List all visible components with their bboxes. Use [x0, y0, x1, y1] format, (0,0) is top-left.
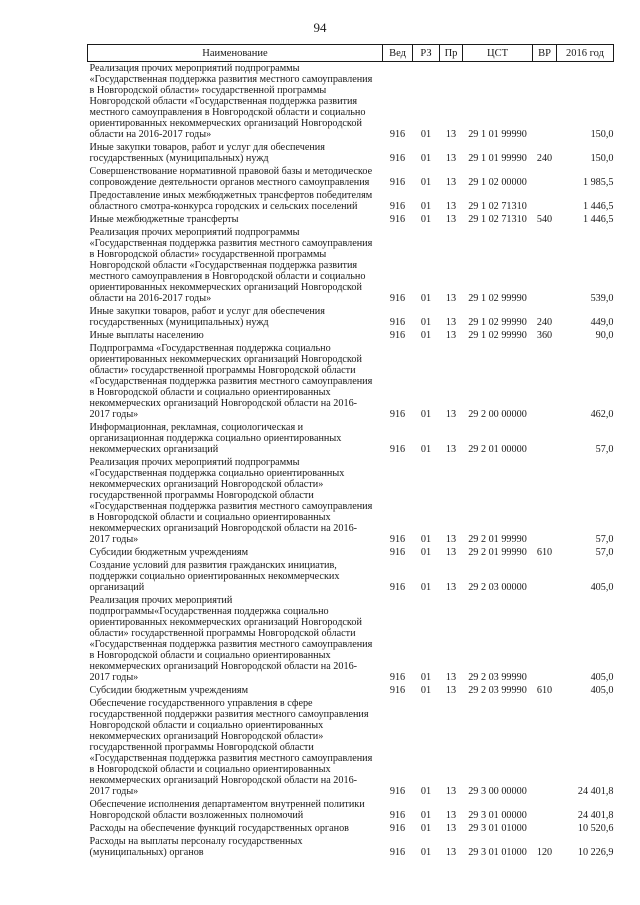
row-sum: 150,0 [590, 129, 614, 140]
row-vr [533, 62, 557, 142]
row-vr: 360 [536, 330, 553, 341]
budget-table [87, 44, 614, 859]
row-vr: 540 [536, 214, 553, 225]
row-pr: 13 [445, 330, 457, 341]
row-cst: 29 2 00 00000 [468, 409, 527, 420]
row-cst: 29 2 01 99990 [468, 534, 527, 545]
row-cst: 29 1 01 99990 [468, 153, 527, 164]
row-cst: 29 1 02 99990 [468, 317, 527, 328]
row-cst: 29 2 01 00000 [468, 444, 527, 455]
row-ved: 916 [389, 317, 406, 328]
row-name: Иные межбюджетные трансферты [89, 214, 239, 225]
row-ved: 916 [389, 293, 406, 304]
row-cst: 29 2 03 00000 [468, 582, 527, 593]
row-pr: 13 [445, 672, 457, 683]
row-rz: 01 [420, 177, 432, 188]
row-rz: 01 [420, 129, 432, 140]
row-rz: 01 [420, 153, 432, 164]
row-vr [533, 342, 557, 421]
row-ved: 916 [389, 330, 406, 341]
row-cst: 29 1 02 99990 [468, 330, 527, 341]
row-pr: 13 [445, 444, 457, 455]
row-name: Субсидии бюджетным учреждениям [89, 547, 249, 558]
row-ved: 916 [389, 810, 406, 821]
row-name: Реализация прочих мероприятий подпрограммы «Государственная поддержка развития местного самоуправления в Новгородской области» государственной программы Новгородской области «Государственная поддержка развития местного самоуправления в Новгородской области и социально ориентированных некоммерческих организаций Новгородской области на 2016-2017 годы» [89, 63, 373, 140]
row-name: Реализация прочих мероприятий подпрограммы «Государственная поддержка социально ориентированных некоммерческих организаций Новгородской области» государственной программы Новгородской области «Государственная поддержка развития местного самоуправления в Новгородской области и социально ориентированных некоммерческих организаций Новгородской области на 2016-2017 годы» [89, 457, 373, 545]
row-rz: 01 [420, 810, 432, 821]
row-ved: 916 [389, 153, 406, 164]
row-cst: 29 3 01 00000 [468, 810, 527, 821]
table-row [88, 329, 614, 342]
row-ved: 916 [389, 823, 406, 834]
row-cst: 29 1 01 99990 [468, 129, 527, 140]
row-sum: 10 520,6 [577, 823, 614, 834]
table-row [88, 456, 614, 546]
column-header-name: Наименование [88, 45, 383, 62]
table-row [88, 305, 614, 329]
row-rz: 01 [420, 582, 432, 593]
column-header-ved: Вед [383, 45, 413, 62]
row-ved: 916 [389, 534, 406, 545]
column-header-rz: РЗ [413, 45, 440, 62]
table-row [88, 546, 614, 559]
row-cst: 29 2 03 99990 [468, 672, 527, 683]
row-name: Иные закупки товаров, работ и услуг для обеспечения государственных (муниципальных) нужд [89, 142, 325, 164]
row-rz: 01 [420, 547, 432, 558]
row-ved: 916 [389, 786, 406, 797]
row-vr [533, 697, 557, 798]
row-sum: 57,0 [595, 444, 614, 455]
row-vr: 610 [536, 547, 553, 558]
table-row [88, 189, 614, 213]
row-vr [533, 226, 557, 305]
page-number: 94 [313, 20, 327, 35]
table-row [88, 62, 614, 142]
row-sum: 57,0 [595, 547, 614, 558]
row-ved: 916 [389, 177, 406, 188]
row-vr: 610 [536, 685, 553, 696]
table-row [88, 684, 614, 697]
row-vr: 120 [536, 847, 553, 858]
row-ved: 916 [389, 444, 406, 455]
table-row [88, 213, 614, 226]
row-name: Обеспечение государственного управления в сфере государственной поддержки развития местного самоуправления Новгородской области и социально ориентированных некоммерческих организаций Новгородской области» государственной программы Новгородской области «Государственная поддержка развития местного самоуправления в Новгородской области и социально ориентированных некоммерческих организаций Новгородской области на 2016-2017 годы» [89, 698, 373, 797]
row-vr [533, 189, 557, 213]
row-rz: 01 [420, 847, 432, 858]
column-header-pr: Пр [440, 45, 463, 62]
row-pr: 13 [445, 153, 457, 164]
table-row [88, 226, 614, 305]
row-ved: 916 [389, 847, 406, 858]
table-row [88, 421, 614, 456]
row-pr: 13 [445, 534, 457, 545]
row-vr [533, 165, 557, 189]
table-header-row [88, 45, 614, 62]
column-header-sum: 2016 год [557, 45, 614, 62]
row-sum: 10 226,9 [577, 847, 614, 858]
row-sum: 24 401,8 [577, 810, 614, 821]
row-rz: 01 [420, 444, 432, 455]
row-name: Расходы на выплаты персоналу государственных (муниципальных) органов [89, 836, 303, 858]
row-rz: 01 [420, 534, 432, 545]
row-rz: 01 [420, 672, 432, 683]
row-pr: 13 [445, 201, 457, 212]
row-vr [533, 594, 557, 684]
row-sum: 462,0 [590, 409, 614, 420]
table-row [88, 165, 614, 189]
row-ved: 916 [389, 685, 406, 696]
row-sum: 539,0 [590, 293, 614, 304]
row-cst: 29 1 02 71310 [468, 201, 527, 212]
row-pr: 13 [445, 847, 457, 858]
row-sum: 57,0 [595, 534, 614, 545]
row-rz: 01 [420, 201, 432, 212]
row-pr: 13 [445, 582, 457, 593]
row-ved: 916 [389, 547, 406, 558]
column-header-vr: ВР [533, 45, 557, 62]
row-ved: 916 [389, 214, 406, 225]
row-rz: 01 [420, 317, 432, 328]
row-rz: 01 [420, 409, 432, 420]
row-name: Реализация прочих мероприятий подпрограммы«Государственная поддержка социально ориентированных некоммерческих организаций Новгородской области» государственной программы Новгородской области «Государственная поддержка развития местного самоуправления в Новгородской области и социально ориентированных некоммерческих организаций Новгородской области на 2016-2017 годы» [89, 595, 373, 683]
table-row [88, 594, 614, 684]
row-vr: 240 [536, 317, 553, 328]
row-rz: 01 [420, 293, 432, 304]
row-cst: 29 2 01 99990 [468, 547, 527, 558]
table-row [88, 342, 614, 421]
row-pr: 13 [445, 823, 457, 834]
row-ved: 916 [389, 672, 406, 683]
row-pr: 13 [445, 317, 457, 328]
row-sum: 24 401,8 [577, 786, 614, 797]
row-rz: 01 [420, 685, 432, 696]
row-name: Расходы на обеспечение функций государственных органов [89, 823, 349, 834]
row-pr: 13 [445, 810, 457, 821]
row-pr: 13 [445, 214, 457, 225]
row-pr: 13 [445, 786, 457, 797]
row-rz: 01 [420, 823, 432, 834]
row-name: Обеспечение исполнения департаментом внутренней политики Новгородской области возложенных полномочий [89, 799, 365, 821]
table-row [88, 798, 614, 822]
row-ved: 916 [389, 201, 406, 212]
row-sum: 405,0 [590, 582, 614, 593]
row-name: Совершенствование нормативной правовой базы и методическое сопровождение деятельности органов местного самоуправления [89, 166, 373, 188]
column-header-cst: ЦСТ [463, 45, 533, 62]
row-vr: 240 [536, 153, 553, 164]
row-name: Подпрограмма «Государственная поддержка социально ориентированных некоммерческих организаций Новгородской области» государственной программы Новгородской области «Государственная поддержка развития местного самоуправления в Новгородской области и социально ориентированных некоммерческих организаций Новгородской области на 2016-2017 годы» [89, 343, 373, 420]
row-cst: 29 2 03 99990 [468, 685, 527, 696]
row-pr: 13 [445, 293, 457, 304]
row-sum: 1 985,5 [582, 177, 614, 188]
row-name: Предоставление иных межбюджетных трансфертов победителям областного смотра-конкурса городских и сельских поселений [89, 190, 373, 212]
row-sum: 150,0 [590, 153, 614, 164]
row-pr: 13 [445, 685, 457, 696]
row-vr [533, 456, 557, 546]
table-row [88, 835, 614, 859]
row-name: Субсидии бюджетным учреждениям [89, 685, 249, 696]
row-name: Иные закупки товаров, работ и услуг для обеспечения государственных (муниципальных) нужд [89, 306, 325, 328]
row-cst: 29 1 02 99990 [468, 293, 527, 304]
row-sum: 1 446,5 [582, 214, 614, 225]
row-pr: 13 [445, 547, 457, 558]
table-row [88, 559, 614, 594]
row-sum: 1 446,5 [582, 201, 614, 212]
row-vr [533, 822, 557, 835]
row-vr [533, 559, 557, 594]
row-rz: 01 [420, 330, 432, 341]
row-sum: 449,0 [590, 317, 614, 328]
row-vr [533, 421, 557, 456]
table-row [88, 697, 614, 798]
row-cst: 29 3 00 00000 [468, 786, 527, 797]
row-ved: 916 [389, 409, 406, 420]
row-sum: 405,0 [590, 672, 614, 683]
row-rz: 01 [420, 214, 432, 225]
row-ved: 916 [389, 582, 406, 593]
row-cst: 29 3 01 01000 [468, 847, 527, 858]
row-pr: 13 [445, 177, 457, 188]
row-pr: 13 [445, 129, 457, 140]
row-cst: 29 1 02 00000 [468, 177, 527, 188]
row-name: Реализация прочих мероприятий подпрограммы «Государственная поддержка развития местного самоуправления в Новгородской области» государственной программы Новгородской области «Государственная поддержка развития местного самоуправления в Новгородской области и социально ориентированных некоммерческих организаций Новгородской области на 2016-2017 годы» [89, 227, 373, 304]
row-sum: 405,0 [590, 685, 614, 696]
row-cst: 29 3 01 01000 [468, 823, 527, 834]
row-name: Иные выплаты населению [89, 330, 204, 341]
row-cst: 29 1 02 71310 [468, 214, 527, 225]
row-name: Создание условий для развития гражданских инициатив, поддержки социально ориентированных некоммерческих организаций [89, 560, 340, 593]
row-vr [533, 798, 557, 822]
row-pr: 13 [445, 409, 457, 420]
table-row [88, 822, 614, 835]
row-sum: 90,0 [595, 330, 614, 341]
row-rz: 01 [420, 786, 432, 797]
row-ved: 916 [389, 129, 406, 140]
table-row [88, 141, 614, 165]
row-name: Информационная, рекламная, социологическая и организационная поддержка социально ориентированных некоммерческих организаций [89, 422, 342, 455]
